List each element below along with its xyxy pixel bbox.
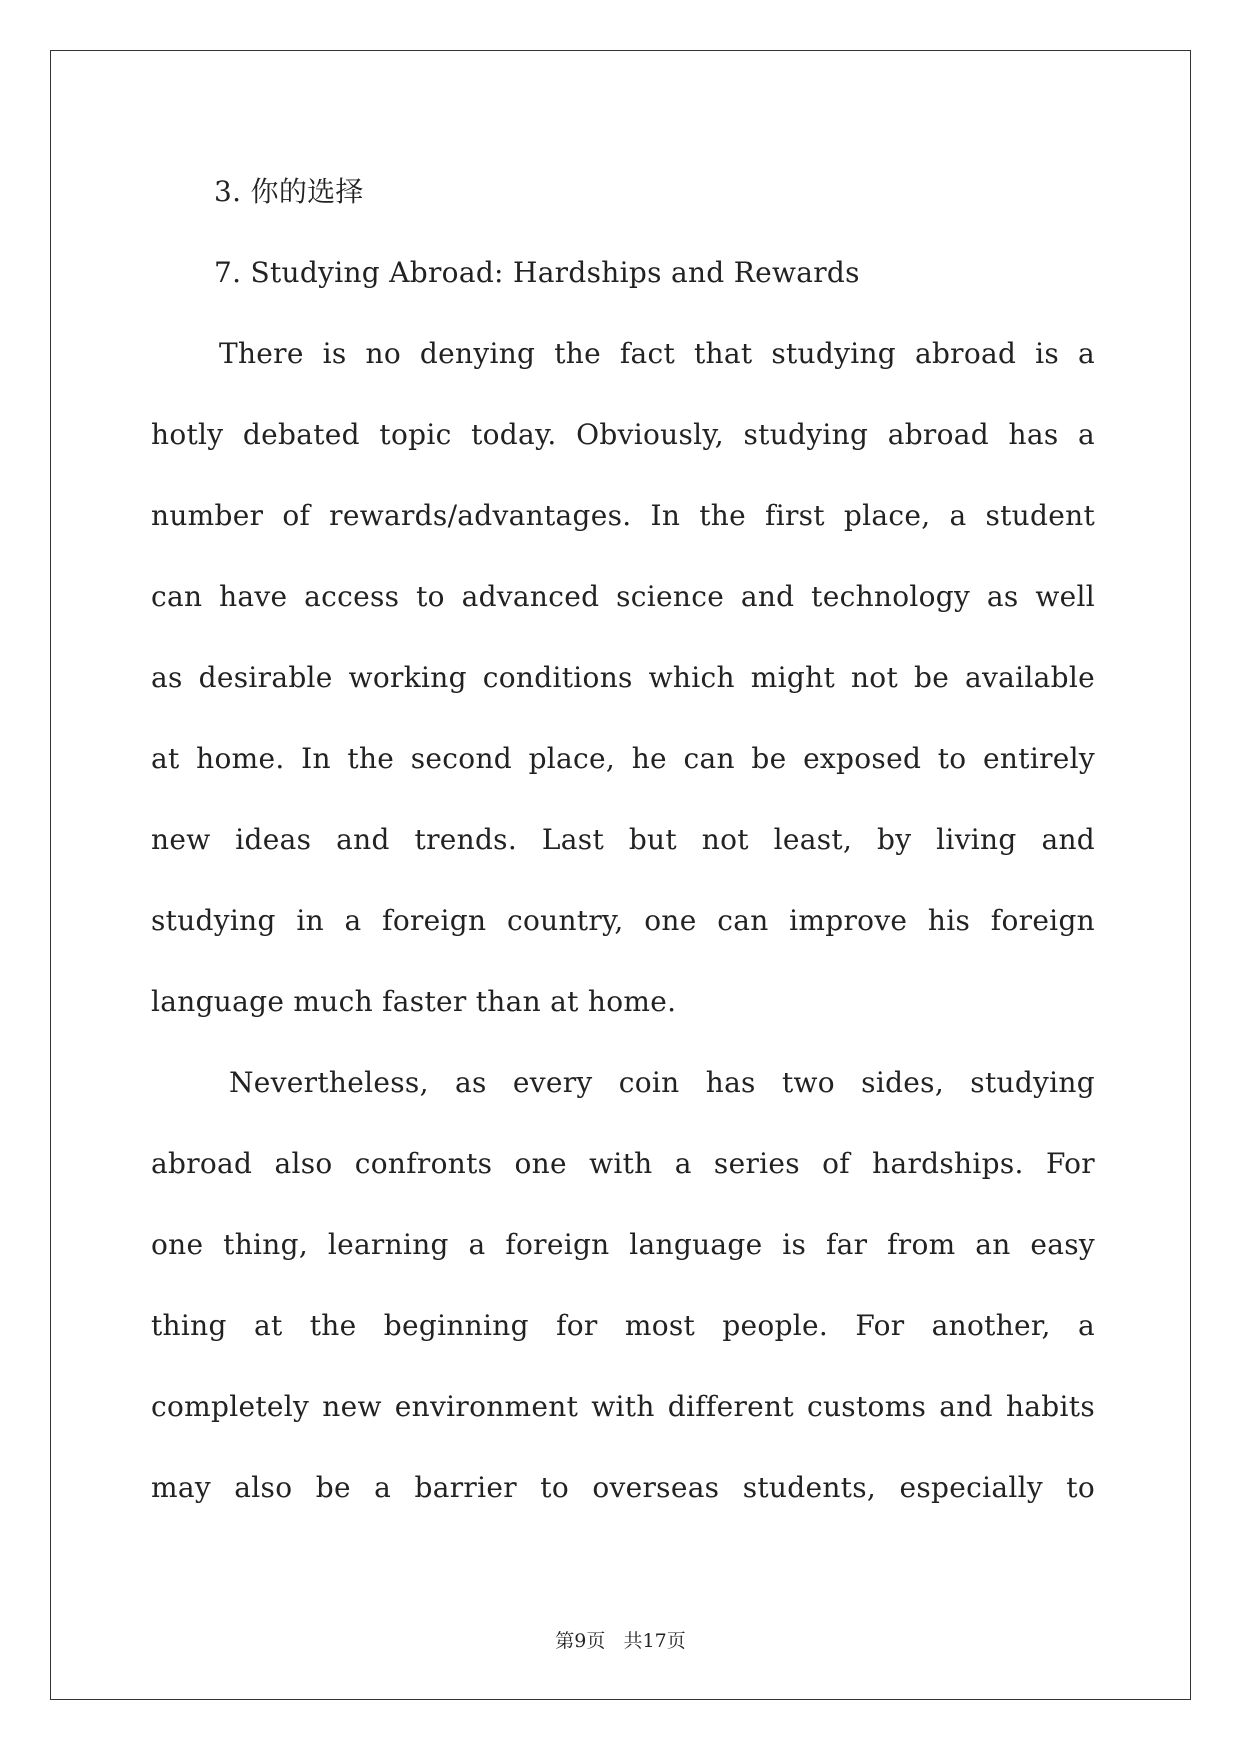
- paragraph-line: one thing, learning a foreign language is far from an easy: [151, 1228, 1095, 1261]
- paragraph-line: language much faster than at home.: [151, 985, 677, 1018]
- section-heading: 3. 你的选择: [214, 175, 364, 208]
- paragraph-line: hotly debated topic today. Obviously, studying abroad has a: [151, 418, 1095, 451]
- paragraph-line: may also be a barrier to overseas students, especially to: [151, 1471, 1095, 1504]
- paragraph-line: as desirable working conditions which might not be available: [151, 661, 1095, 694]
- essay-title: 7. Studying Abroad: Hardships and Rewards: [214, 256, 860, 289]
- paragraph-line: can have access to advanced science and technology as well: [151, 580, 1095, 613]
- paragraph-line: Nevertheless, as every coin has two sides, studying: [229, 1066, 1095, 1099]
- page-footer: [0, 1626, 1241, 1653]
- paragraph-line: thing at the beginning for most people. For another, a: [151, 1309, 1095, 1342]
- paragraph-line: number of rewards/advantages. In the first place, a student: [151, 499, 1095, 532]
- page-border: [50, 50, 1191, 1700]
- page-number: 第9页: [555, 1630, 606, 1652]
- paragraph-line: at home. In the second place, he can be exposed to entirely: [151, 742, 1095, 775]
- paragraph-line: new ideas and trends. Last but not least, by living and: [151, 823, 1095, 856]
- paragraph-line: There is no denying the fact that studying abroad is a: [219, 337, 1095, 370]
- paragraph-line: completely new environment with different customs and habits: [151, 1390, 1095, 1423]
- paragraph-line: studying in a foreign country, one can improve his foreign: [151, 904, 1095, 937]
- paragraph-line: abroad also confronts one with a series of hardships. For: [151, 1147, 1095, 1180]
- page-total: 共17页: [623, 1630, 686, 1652]
